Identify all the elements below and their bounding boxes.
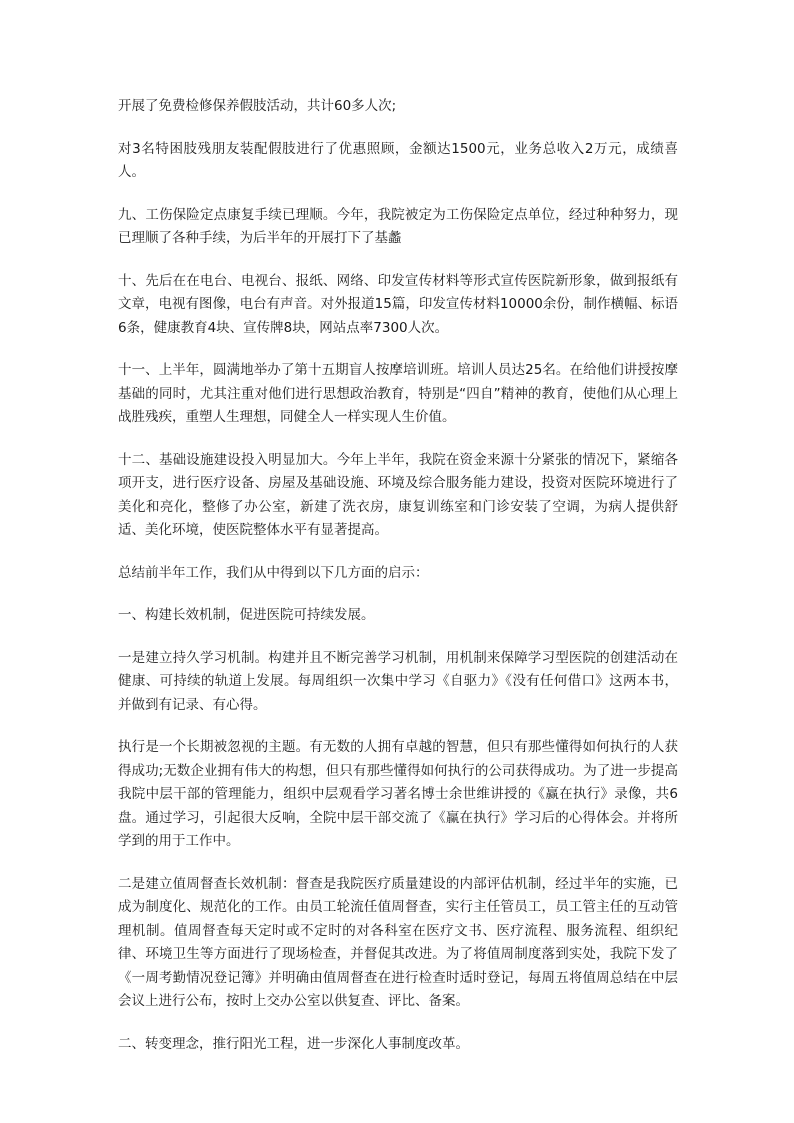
paragraph: 执行是一个长期被忽视的主题。有无数的人拥有卓越的智慧，但只有那些懂得如何执行的人获得成功;无数企业拥有伟大的构想，但只有那些懂得如何执行的公司获得成功。为了进一步提高我院中层干部的管理能力，组织中层观看学习著名博士余世维讲授的《赢在执行》录像，共6盘。通过学习，引起很大反响，全院中层干部交流了《赢在执行》学习后的心得体会。并将所学到的用于工作中。 <box>118 739 678 849</box>
section-heading: 一、构建长效机制，促进医院可持续发展。 <box>118 607 375 623</box>
paragraph: 对3名特困肢残朋友装配假肢进行了优惠照顾，金额达1500元，业务总收入2万元，成绩喜人。 <box>118 140 678 180</box>
paragraph: 一是建立持久学习机制。构建并且不断完善学习机制，用机制来保障学习型医院的创建活动在健康、可持续的轨道上发展。每周组织一次集中学习《自驱力》《没有任何借口》这两本书，并做到有记录、有心得。 <box>118 649 678 713</box>
paragraph: 十、先后在在电台、电视台、报纸、网络、印发宣传材料等形式宣传医院新形象，做到报纸有文章，电视有图像，电台有声音。对外报道15篇，印发宣传材料10000余份，制作横幅、标语6条，健康教育4块、宣传牌8块，网站点率7300人次。 <box>118 272 678 336</box>
document-body <box>118 95 678 1075</box>
paragraph: 十二、基础设施建设投入明显加大。今年上半年，我院在资金来源十分紧张的情况下，紧缩各项开支，进行医疗设备、房屋及基础设施、环境及综合服务能力建设，投资对医院环境进行了美化和亮化，整修了办公室，新建了洗衣房，康复训练室和门诊安装了空调，为病人提供舒适、美化环境，使医院整体水平有显著提高。 <box>118 451 678 538</box>
paragraph: 总结前半年工作，我们从中得到以下几方面的启示： <box>118 564 429 581</box>
paragraph: 九、工伤保险定点康复手续已理顺。今年，我院被定为工伤保险定点单位，经过种种努力，现已理顺了各种手续，为后半年的开展打下了基蠡 <box>118 206 678 246</box>
paragraph: 二是建立值周督查长效机制：督查是我院医疗质量建设的内部评估机制，经过半年的实施，已成为制度化、规范化的工作。由员工轮流任值周督查，实行主任管员工，员工管主任的互动管理机制。值周督查每天定时或不定时的对各科室在医疗文书、医疗流程、服务流程、组织纪律、环境卫生等方面进行了现场检查，并督促其改进。为了将值周制度落到实处，我院下发了《一周考勤情况登记簿》并明确由值周督查在进行检查时适时登记，每周五将值周总结在中层会议上进行公布，按时上交办公室以供复查、评比、备案。 <box>118 875 678 1009</box>
paragraph: 十一、上半年，圆满地举办了第十五期盲人按摩培训班。培训人员达25名。在给他们讲授按摩基础的同时，尤其注重对他们进行思想政治教育，特别是“四自”精神的教育，使他们从心理上战胜残疾，重塑人生理想，同健全人一样实现人生价值。 <box>118 362 678 425</box>
section-heading: 二、转变理念，推行阳光工程，进一步深化人事制度改革。 <box>118 1035 469 1052</box>
paragraph: 开展了免费检修保养假肢活动，共计60多人次; <box>118 98 397 114</box>
